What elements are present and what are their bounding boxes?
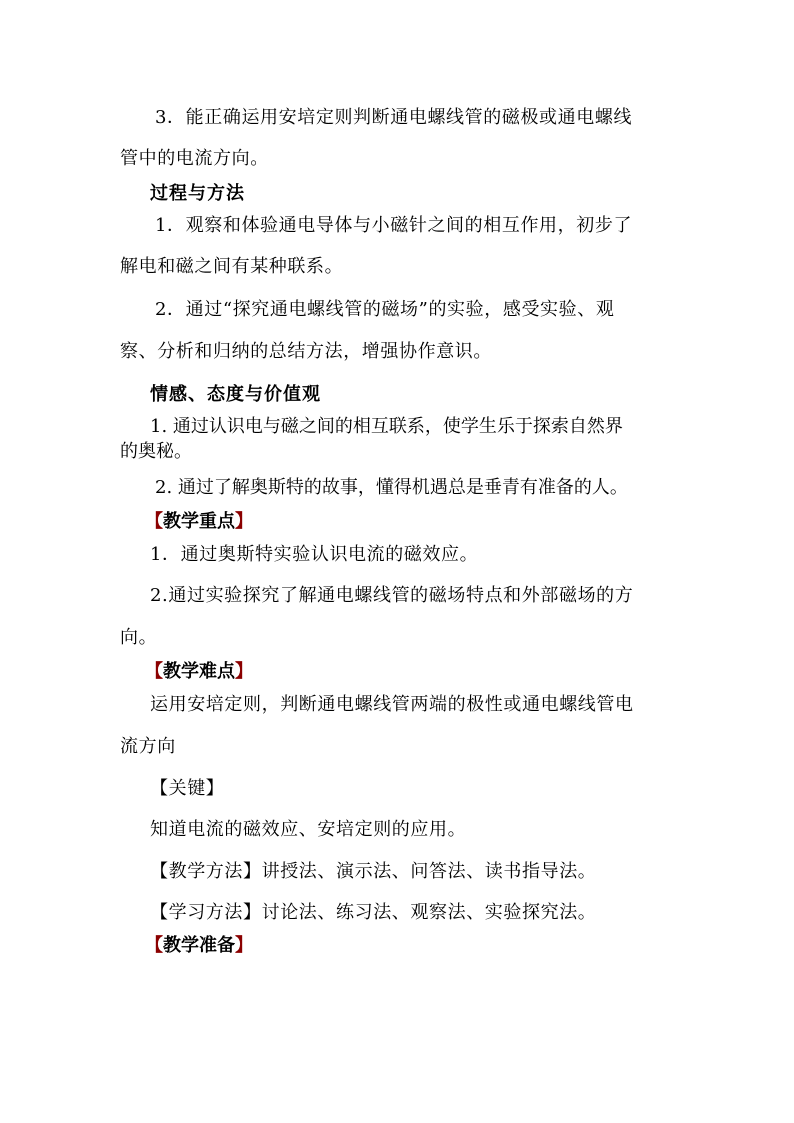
- key-label: 【关键】: [150, 778, 225, 799]
- key-points-item2-line2: 向。: [120, 627, 158, 648]
- learning-method-line: [150, 901, 596, 925]
- difficulties-line2: 流方向: [120, 736, 176, 757]
- heading-emotion-attitude-values: 情感、态度与价值观: [150, 384, 321, 405]
- bracket-close: 】: [235, 511, 253, 532]
- process-item2-line2: 察、分析和归纳的总结方法，增强协作意识。: [120, 341, 492, 362]
- knowledge-item3-line1: 3．能正确运用安培定则判断通电螺线管的磁极或通电螺线: [155, 107, 633, 128]
- heading-key-points: [145, 510, 253, 534]
- key-points-item2-line1: 2.通过实验探究了解通电螺线管的磁场特点和外部磁场的方: [150, 585, 634, 606]
- key-points-item1: 1．通过奥斯特实验认识电流的磁效应。: [150, 544, 479, 565]
- learning-method-label: 【学习方法】: [150, 902, 262, 923]
- bracket-open: 【: [145, 935, 163, 956]
- learning-method-content: 讨论法、练习法、观察法、实验探究法。: [261, 902, 597, 923]
- heading-difficulties: [145, 660, 253, 684]
- difficulties-label: 教学难点: [163, 661, 235, 682]
- emotion-item1-line1: 1. 通过认识电与磁之间的相互联系，使学生乐于探索自然界: [150, 416, 623, 437]
- key-points-label: 教学重点: [163, 511, 235, 532]
- knowledge-item3-line2: 管中的电流方向。: [120, 148, 269, 169]
- teaching-method-content: 讲授法、演示法、问答法、读书指导法。: [261, 861, 597, 882]
- difficulties-line1: 运用安培定则，判断通电螺线管两端的极性或通电螺线管电: [150, 694, 634, 715]
- preparation-label: 教学准备: [163, 935, 235, 956]
- process-item2-line1: 2．通过“探究通电螺线管的磁场”的实验，感受实验、观: [155, 299, 615, 320]
- process-item1-line1: 1．观察和体验通电导体与小磁针之间的相互作用，初步了: [155, 215, 633, 236]
- heading-process-method: 过程与方法: [150, 183, 245, 204]
- bracket-open: 【: [145, 661, 163, 682]
- teaching-method-label: 【教学方法】: [150, 861, 262, 882]
- bracket-open: 【: [145, 511, 163, 532]
- bracket-close: 】: [235, 661, 253, 682]
- emotion-item2: 2. 通过了解奥斯特的故事，懂得机遇总是垂青有准备的人。: [155, 477, 628, 498]
- key-content: 知道电流的磁效应、安培定则的应用。: [150, 819, 467, 840]
- emotion-item1-line2: 的奥秘。: [120, 441, 192, 462]
- bracket-close: 】: [235, 935, 253, 956]
- heading-preparation: [145, 934, 253, 958]
- teaching-method-line: [150, 860, 596, 884]
- process-item1-line2: 解电和磁之间有某种联系。: [120, 256, 344, 277]
